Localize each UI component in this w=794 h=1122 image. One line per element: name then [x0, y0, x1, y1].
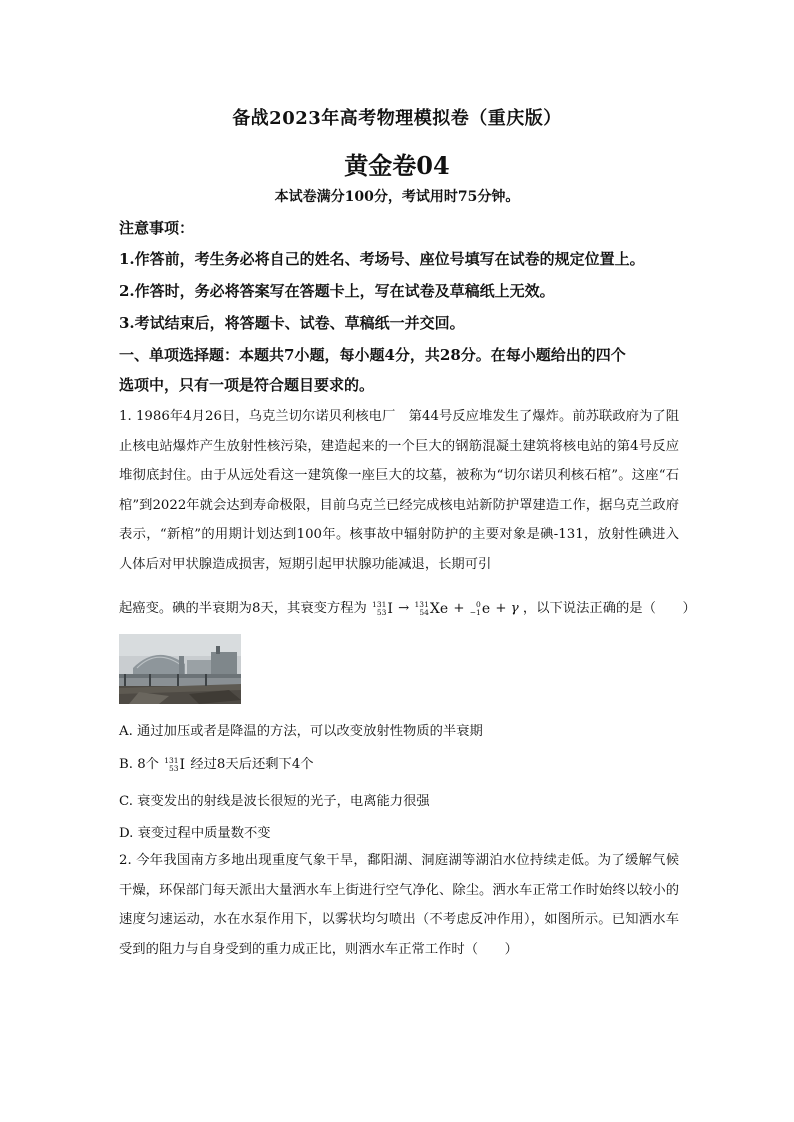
iodine-nuclide: 131 53 I	[372, 599, 393, 617]
section-heading-line1: 一、单项选择题：本题共7小题，每小题4分，共28分。在每小题给出的四个	[119, 346, 626, 364]
exam-title: 备战2023年高考物理模拟卷（重庆版）	[232, 108, 562, 129]
question-2-stem: 2. 今年我国南方多地出现重度气象干旱，鄱阳湖、洞庭湖等湖泊水位持续走低。为了缓解气候干燥，环保部门每天派出大量洒水车上街进行空气净化、除尘。洒水车正常工作时始终以较小的速度匀速运动，水在水泵作用下，以雾状均匀喷出（不考虑反冲作用），如图所示。已知洒水车受到的阻力与自身受到的重力成正比，则洒水车正常工作时（ ）	[119, 853, 679, 957]
notice-heading: 注意事项：	[119, 219, 195, 237]
notice-item: 3.考试结束后，将答题卡、试卷、草稿纸一并交回。	[119, 314, 465, 332]
option-d: D. 衰变过程中质量数不变	[119, 826, 271, 841]
plus-symbol: +	[453, 601, 465, 616]
equation-prefix: 起癌变。碘的半衰期为8天，其衰变方程为	[119, 601, 367, 616]
notice-item: 1.作答前，考生务必将自己的姓名、考场号、座位号填写在试卷的规定位置上。	[119, 250, 645, 268]
question-1-stem: 1. 1986年4月26日，乌克兰切尔诺贝利核电厂 第44号反应堆发生了爆炸。前苏联政府为了阻止核电站爆炸产生放射性核污染，建造起来的一个巨大的钢筋混凝土建筑将核电站的第4号反应堆彻底封住。由于从远处看这一建筑像一座巨大的坟墓，被称为“切尔诺贝利核石棺”。这座“石棺”到2022年就会达到寿命极限，目前乌克兰已经完成核电站新防护罩建造工作，据乌克兰政府表示，“新棺”的用期计划达到100年。核事故中辐射防护的主要对象是碘-131，放射性碘进入人体后对甲状腺造成损害，短期引起甲状腺功能减退，长期可引	[119, 409, 679, 572]
question-1-equation-line	[119, 597, 696, 617]
paper-subtitle: 黄金卷04	[344, 151, 450, 180]
gamma-symbol: γ	[510, 601, 519, 616]
electron-particle: 0 −1 e	[469, 599, 491, 617]
equation-suffix: ，以下说法正确的是（ ）	[522, 601, 696, 616]
section-heading-line2: 选项中，只有一项是符合题目要求的。	[119, 376, 375, 394]
score-time-info: 本试卷满分100分，考试用时75分钟。	[274, 189, 520, 205]
option-a: A. 通过加压或者是降温的方法，可以改变放射性物质的半衰期	[119, 724, 483, 739]
option-b	[119, 753, 679, 773]
plus-symbol: +	[495, 601, 507, 616]
option-c: C. 衰变发出的射线是波长很短的光子，电离能力很强	[119, 794, 430, 809]
xenon-nuclide: 131 54 Xe	[414, 599, 449, 617]
option-b-suffix: 经过8天后还剩下4个	[190, 757, 314, 772]
notice-item: 2.作答时，务必将答案写在答题卡上，写在试卷及草稿纸上无效。	[119, 282, 555, 300]
chernobyl-sarcophagus-photo	[119, 634, 241, 704]
option-b-prefix: B. 8个	[119, 757, 159, 772]
iodine-nuclide: 131 53 I	[164, 755, 186, 773]
arrow-symbol: →	[398, 601, 410, 616]
